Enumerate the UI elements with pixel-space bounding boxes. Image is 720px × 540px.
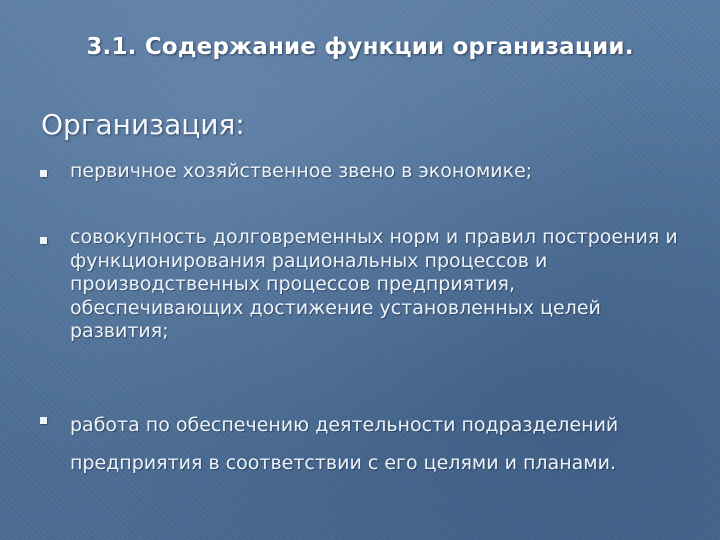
section-heading: Организация: — [41, 108, 245, 141]
bullet-text: работа по обеспечению деятельности подразделений предприятия в соответствии с его целями и планами. — [70, 414, 619, 474]
bullet-text: первичное хозяйственное звено в экономике; — [70, 160, 533, 182]
square-bullet-icon — [40, 237, 47, 244]
square-bullet-icon — [40, 417, 47, 424]
bullet-text: совокупность долговременных норм и правил построения и функционирования рациональных процессов и производственных процессов предприятия, обеспечивающих достижение установленных целей развития; — [70, 226, 678, 342]
square-bullet-icon — [40, 170, 47, 177]
slide-title: 3.1. Содержание функции организации. — [86, 34, 634, 60]
